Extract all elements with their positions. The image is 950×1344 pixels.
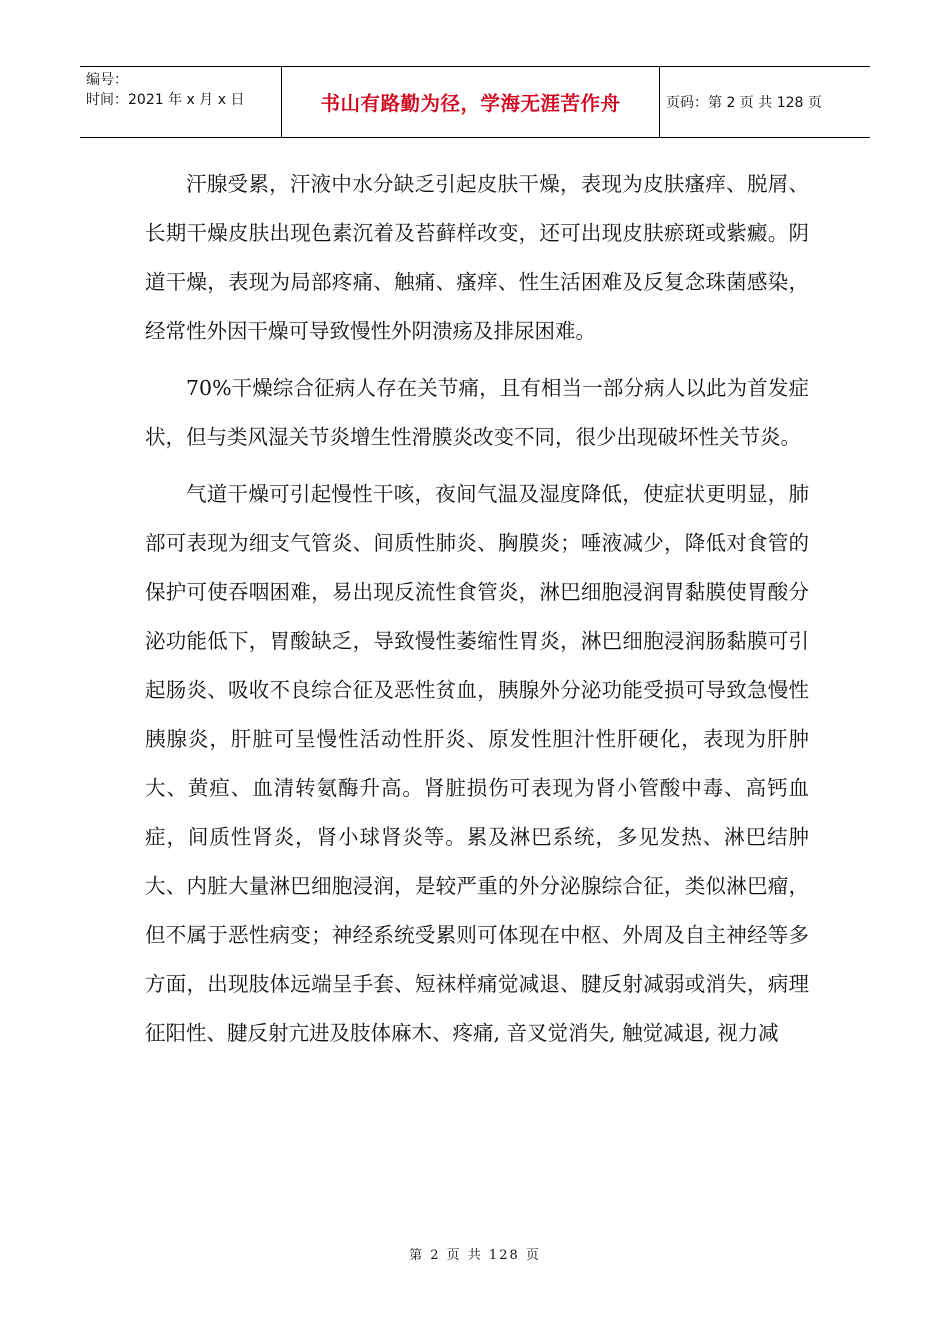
body-paragraph: 气道干燥可引起慢性干咳，夜间气温及湿度降低，使症状更明显，肺部可表现为细支气管炎、间质性肺炎、胸膜炎；唾液减少，降低对食管的保护可使吞咽困难，易出现反流性食管炎，淋巴细胞浸润胃黏膜使胃酸分泌功能低下，胃酸缺乏，导致慢性萎缩性胃炎，淋巴细胞浸润肠黏膜可引起肠炎、吸收不良综合征及恶性贫血，胰腺外分泌功能受损可导致急慢性胰腺炎，肝脏可呈慢性活动性肝炎、原发性胆汁性肝硬化，表现为肝肿大、黄疸、血清转氨酶升高。肾脏损伤可表现为肾小管酸中毒、高钙血症，间质性肾炎，肾小球肾炎等。累及淋巴系统，多见发热、淋巴结肿大、内脏大量淋巴细胞浸润，是较严重的外分泌腺综合征，类似淋巴瘤，但不属于恶性病变；神经系统受累则可体现在中枢、外周及自主神经等多方面，出现肢体远端呈手套、短袜样痛觉减退、腱反射减弱或消失，病理征阳性、腱反射亢进及肢体麻木、疼痛, 音叉觉消失, 触觉减退, 视力减 [145, 482, 809, 1045]
header-page-cell [660, 67, 870, 137]
body-paragraph: 70%干燥综合征病人存在关节痛，且有相当一部分病人以此为首发症状，但与类风湿关节炎增生性滑膜炎改变不同，很少出现破坏性关节炎。 [145, 376, 809, 449]
header-info-cell [80, 67, 282, 137]
header-page-code: 页码：第 2 页 共 128 页 [666, 95, 822, 111]
page-header [80, 66, 870, 138]
header-motto-cell [282, 67, 660, 137]
footer-page-number: 第 2 页 共 128 页 [409, 1248, 541, 1263]
header-motto: 书山有路勤为径，学海无涯苦作舟 [320, 92, 621, 115]
document-body [145, 160, 809, 1066]
document-number-label: 编号： [86, 72, 128, 88]
document-date-label: 时间：2021 年 x 月 x 日 [86, 92, 245, 108]
page-footer [0, 1244, 950, 1263]
body-paragraph: 汗腺受累，汗液中水分缺乏引起皮肤干燥，表现为皮肤瘙痒、脱屑、长期干燥皮肤出现色素沉着及苔藓样改变，还可出现皮肤瘀斑或紫癜。阴道干燥，表现为局部疼痛、触痛、瘙痒、性生活困难及反复念珠菌感染，经常性外因干燥可导致慢性外阴溃疡及排尿困难。 [145, 172, 809, 343]
